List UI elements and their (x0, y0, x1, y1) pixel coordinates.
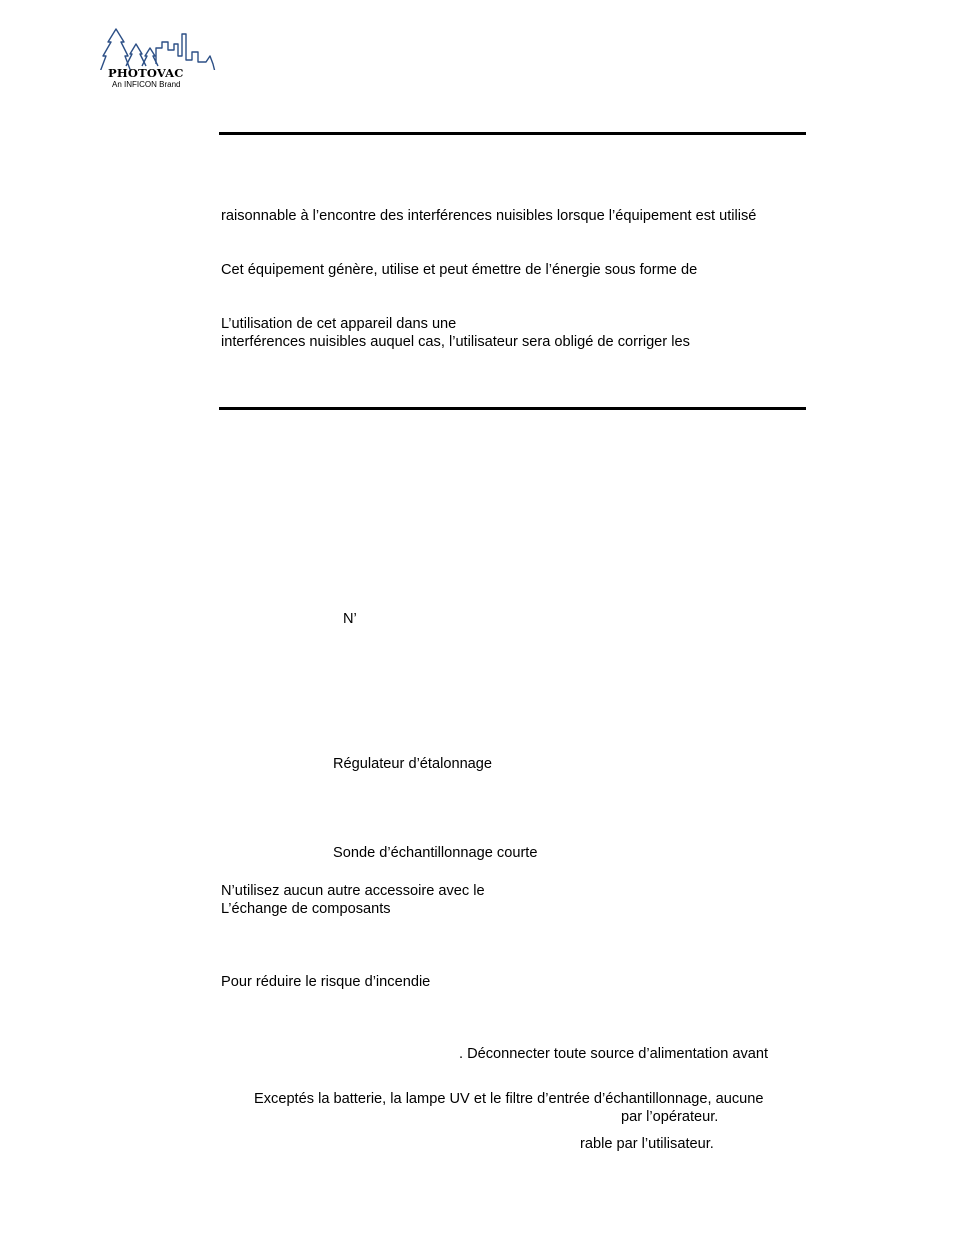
note-replaceable-parts-line1: Exceptés la batterie, la lampe UV et le filtre d’entrée d’échantillonnage, aucune (254, 1091, 764, 1107)
paragraph-energy-emission: Cet équipement génère, utilise et peut émettre de l’énergie sous forme de (221, 262, 698, 278)
paragraph-device-usage-line2: interférences nuisibles auquel cas, l’utilisateur sera obligé de corriger les (221, 334, 690, 350)
warning-accessories-line2: L’échange de composants (221, 901, 391, 917)
top-divider (219, 132, 806, 135)
note-user-serviceable: rable par l’utilisateur. (580, 1136, 714, 1152)
paragraph-interference-protection: raisonnable à l’encontre des interférences nuisibles lorsque l’équipement est utilisé (221, 208, 757, 224)
warning-accessories-line1: N’utilisez aucun autre accessoire avec le (221, 883, 485, 899)
logo-tagline: An INFICON Brand (112, 80, 181, 89)
bottom-divider (219, 407, 806, 410)
photovac-logo (96, 26, 218, 92)
paragraph-device-usage-line1: L’utilisation de cet appareil dans une (221, 316, 457, 332)
warning-disconnect-power: . Déconnecter toute source d’alimentation avant (459, 1046, 769, 1062)
note-replaceable-parts-line2: par l’opérateur. (621, 1109, 719, 1125)
accessory-calibration-regulator: Régulateur d’étalonnage (333, 756, 493, 772)
warning-fire-risk: Pour réduire le risque d’incendie (221, 974, 431, 990)
skyline-logo-graphic (96, 26, 218, 70)
logo-brand-name: PHOTOVAC (108, 66, 184, 80)
accessory-short-sample-probe: Sonde d’échantillonnage courte (333, 845, 538, 861)
accessory-note-fragment: N’ (343, 611, 357, 627)
